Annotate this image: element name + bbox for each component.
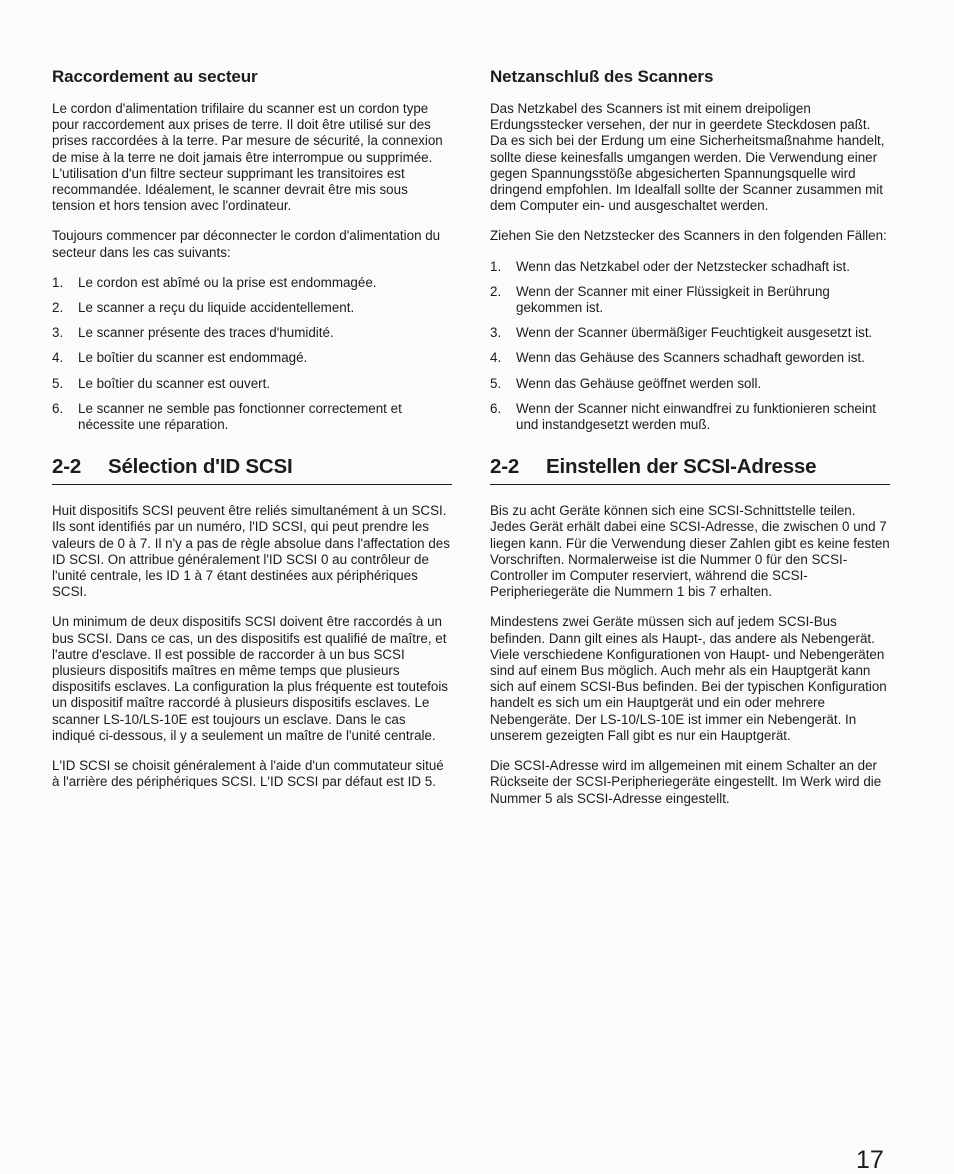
page-number: 17	[856, 1146, 884, 1174]
list-item	[490, 401, 890, 433]
list-item-number: 2.	[490, 283, 502, 299]
heading-power-connection-fr: Raccordement au secteur	[52, 67, 258, 86]
section-title: Sélection d'ID SCSI	[108, 455, 293, 479]
list-item	[52, 350, 452, 366]
list-item-number: 3.	[490, 325, 502, 341]
list-item-text: Le cordon est abîmé ou la prise est endommagée.	[78, 274, 377, 290]
list-item-number: 5.	[490, 375, 502, 391]
list-item	[490, 350, 890, 366]
list-item	[52, 376, 452, 392]
list-item	[52, 300, 452, 316]
list-item-text: Le scanner présente des traces d'humidité.	[78, 325, 334, 341]
paragraph-scsi-devices-fr: Huit dispositifs SCSI peuvent être reliés simultanément à un SCSI. Ils sont identifiés par un numéro, l'ID SCSI, qui peut prendre les valeurs de 0 à 7. Il n'y a pas de règle absolue dans l'affectation des ID SCSI. On attribue généralement l'ID SCSI 0 au contrôleur de l'unité centrale, les ID 1 à 7 étant destinées aux périphériques SCSI.	[52, 503, 450, 600]
list-item-number: 1.	[52, 274, 64, 290]
paragraph-power-cord-fr: Le cordon d'alimentation trifilaire du scanner est un cordon type pour raccordement aux prises de terre. Il doit être utilisé sur des prises raccordées à la terre. Par mesure de sécurité, la connexion de mise à la terre ne doit jamais être interrompue ou supprimée. L'utilisation d'un filtre secteur supprimant les transitoires est recommandée. Idéalement, le scanner devrait être mis sous tension et hors tension avec l'ordinateur.	[52, 101, 443, 214]
paragraph-scsi-switch-de: Die SCSI-Adresse wird im allgemeinen mit einem Schalter an der Rückseite der SCSI-Peripheriegeräte eingestellt. Im Werk wird die Nummer 5 als SCSI-Adresse eingestellt.	[490, 758, 882, 806]
paragraph-disconnect-intro-de: Ziehen Sie den Netzstecker des Scanners in den folgenden Fällen:	[490, 228, 887, 244]
list-item-number: 3.	[52, 325, 64, 341]
section-number: 2-2	[52, 455, 82, 479]
list-item-number: 4.	[52, 350, 64, 366]
section-heading-scsi-id-fr	[52, 455, 452, 485]
paragraph-scsi-devices-de: Bis zu acht Geräte können sich eine SCSI-Schnittstelle teilen. Jedes Gerät erhält dabei eine SCSI-Adresse, die zwischen 0 und 7 liegen kann. Für die Verwendung dieser Zahlen gibt es keine festen Vorschriften. Normalerweise ist die Nummer 0 für den SCSI-Controller im Computer reserviert, während die SCSI-Peripheriegeräte die Nummern 1 bis 7 erhalten.	[490, 503, 890, 600]
list-item-text: Wenn der Scanner übermäßiger Feuchtigkeit ausgesetzt ist.	[516, 325, 873, 341]
list-item	[490, 325, 890, 341]
list-item-number: 4.	[490, 350, 502, 366]
heading-power-connection-de: Netzanschluß des Scanners	[490, 67, 714, 86]
list-item-number: 2.	[52, 300, 64, 316]
list-item-text: Wenn das Gehäuse des Scanners schadhaft geworden ist.	[516, 350, 865, 366]
section-heading-scsi-address-de	[490, 455, 890, 485]
list-item-text: Wenn der Scanner nicht einwandfrei zu funktionieren scheint und instandgesetzt werden muß.	[516, 400, 877, 433]
list-item-text: Le scanner a reçu du liquide accidentellement.	[78, 300, 355, 316]
list-item	[490, 284, 890, 316]
paragraph-disconnect-intro-fr: Toujours commencer par déconnecter le cordon d'alimentation du secteur dans les cas suivants:	[52, 228, 441, 260]
disconnect-cases-list-de	[490, 259, 890, 434]
list-item-text: Le scanner ne semble pas fonctionner correctement et nécessite une réparation.	[78, 400, 402, 433]
list-item-number: 5.	[52, 375, 64, 391]
list-item	[52, 325, 452, 341]
disconnect-cases-list-fr	[52, 275, 452, 433]
section-title: Einstellen der SCSI-Adresse	[546, 455, 817, 479]
section-number: 2-2	[490, 455, 520, 479]
list-item-text: Le boîtier du scanner est ouvert.	[78, 375, 271, 391]
paragraph-master-slave-fr: Un minimum de deux dispositifs SCSI doivent être raccordés à un bus SCSI. Dans ce cas, un des dispositifs est qualifié de maître, et l'autre d'esclave. Il est possible de raccorder à un bus SCSI plusieurs dispositifs maîtres en même temps que plusieurs dispositifs esclaves. La configuration la plus fréquente est toutefois un dispositif maître raccordé à plusieurs dispositifs esclaves. Le scanner LS-10/LS-10E est toujours un esclave. Dans le cas indiqué ci-dessous, il y a seulement un maître de l'unité centrale.	[52, 614, 448, 743]
list-item-text: Wenn der Scanner mit einer Flüssigkeit in Berührung gekommen ist.	[516, 283, 830, 316]
list-item	[490, 259, 890, 275]
list-item-text: Wenn das Gehäuse geöffnet werden soll.	[516, 375, 762, 391]
left-column-french	[52, 66, 452, 805]
paragraph-power-cord-de: Das Netzkabel des Scanners ist mit einem dreipoligen Erdungsstecker versehen, der nur in geerdete Steckdosen paßt. Da es sich bei der Erdung um eine Sicherheitsmaßnahme handelt, sollte diese keinesfalls umgangen werden. Die Verwendung einer gegen Spannungsstöße abgesicherten Spannungsquelle wird dringend empfohlen. Im Idealfall sollte der Scanner zusammen mit dem Computer ein- und ausgeschaltet werden.	[490, 101, 885, 214]
paragraph-master-slave-de: Mindestens zwei Geräte müssen sich auf jedem SCSI-Bus befinden. Dann gilt eines als Haupt-, das andere als Nebengerät. Viele verschiedene Konfigurationen von Haupt- und Nebengeräten sind auf einem Bus möglich. Auch mehr als ein Hauptgerät kann sich auf einem SCSI-Bus befinden. Bei der typischen Konfiguration handelt es sich um ein Hauptgerät und ein oder mehrere Nebengeräte. Der LS-10/LS-10E ist immer ein Nebengerät. In unserem gezeigten Fall gibt es nur ein Hauptgerät.	[490, 614, 887, 743]
list-item-number: 1.	[490, 258, 502, 274]
list-item	[52, 275, 452, 291]
paragraph-scsi-switch-fr: L'ID SCSI se choisit généralement à l'aide d'un commutateur situé à l'arrière des périphériques SCSI. L'ID SCSI par défaut est ID 5.	[52, 758, 444, 790]
right-column-german	[490, 66, 890, 821]
list-item-number: 6.	[490, 400, 502, 416]
list-item	[52, 401, 452, 433]
list-item-text: Wenn das Netzkabel oder der Netzstecker schadhaft ist.	[516, 258, 850, 274]
list-item	[490, 376, 890, 392]
list-item-number: 6.	[52, 400, 64, 416]
list-item-text: Le boîtier du scanner est endommagé.	[78, 350, 308, 366]
